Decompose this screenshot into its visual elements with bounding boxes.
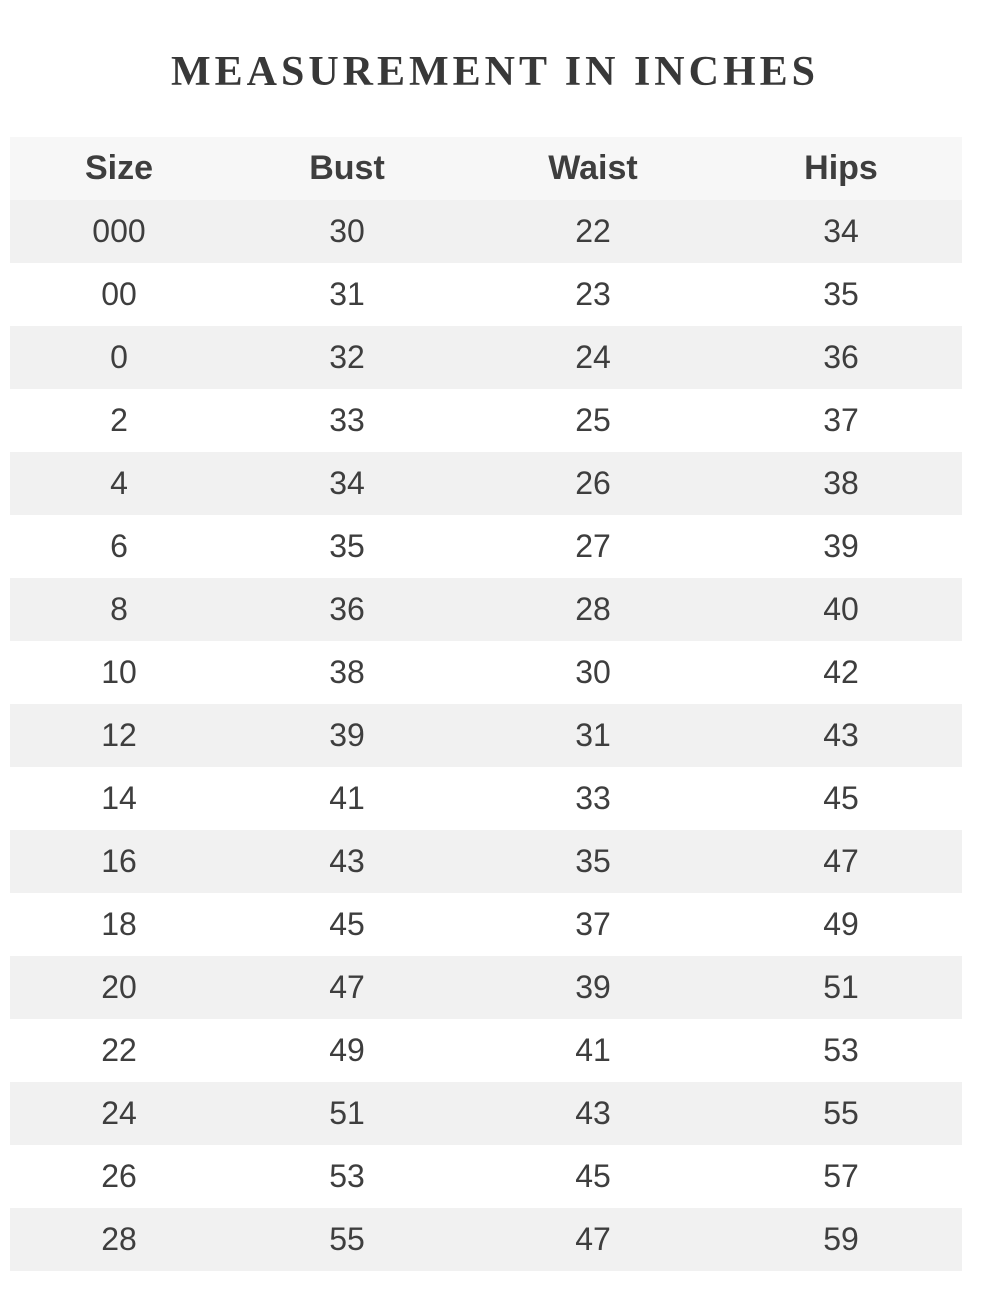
table-cell: 2 [10, 389, 228, 452]
table-cell: 57 [720, 1145, 962, 1208]
table-cell: 26 [466, 452, 720, 515]
table-row [10, 1208, 962, 1271]
table-cell: 4 [10, 452, 228, 515]
table-cell: 39 [466, 956, 720, 1019]
table-cell: 53 [228, 1145, 466, 1208]
table-cell: 22 [466, 200, 720, 263]
table-cell: 49 [720, 893, 962, 956]
table-cell: 39 [228, 704, 466, 767]
table-cell: 8 [10, 578, 228, 641]
table-row [10, 767, 962, 830]
table-cell: 36 [228, 578, 466, 641]
table-cell: 31 [466, 704, 720, 767]
table-cell: 26 [10, 1145, 228, 1208]
table-cell: 30 [466, 641, 720, 704]
table-cell: 27 [466, 515, 720, 578]
column-header-hips: Hips [720, 137, 962, 200]
table-row [10, 956, 962, 1019]
table-cell: 14 [10, 767, 228, 830]
table-cell: 45 [228, 893, 466, 956]
table-cell: 28 [466, 578, 720, 641]
table-cell: 6 [10, 515, 228, 578]
table-cell: 0 [10, 326, 228, 389]
table-row [10, 515, 962, 578]
table-cell: 12 [10, 704, 228, 767]
table-row [10, 641, 962, 704]
table-cell: 47 [720, 830, 962, 893]
column-header-size: Size [10, 137, 228, 200]
table-cell: 00 [10, 263, 228, 326]
table-row [10, 452, 962, 515]
table-cell: 28 [10, 1208, 228, 1271]
table-cell: 20 [10, 956, 228, 1019]
table-cell: 59 [720, 1208, 962, 1271]
column-header-waist: Waist [466, 137, 720, 200]
table-cell: 38 [720, 452, 962, 515]
table-cell: 41 [228, 767, 466, 830]
table-cell: 35 [466, 830, 720, 893]
table-cell: 34 [720, 200, 962, 263]
table-cell: 47 [228, 956, 466, 1019]
table-row [10, 326, 962, 389]
table-header-row [10, 137, 962, 200]
table-row [10, 830, 962, 893]
table-cell: 53 [720, 1019, 962, 1082]
table-cell: 51 [228, 1082, 466, 1145]
table-row [10, 1145, 962, 1208]
table-cell: 40 [720, 578, 962, 641]
table-cell: 51 [720, 956, 962, 1019]
table-cell: 35 [720, 263, 962, 326]
table-cell: 10 [10, 641, 228, 704]
table-cell: 37 [720, 389, 962, 452]
table-cell: 16 [10, 830, 228, 893]
table-cell: 55 [228, 1208, 466, 1271]
table-cell: 32 [228, 326, 466, 389]
table-cell: 47 [466, 1208, 720, 1271]
table-cell: 43 [720, 704, 962, 767]
table-cell: 49 [228, 1019, 466, 1082]
table-cell: 34 [228, 452, 466, 515]
table-cell: 45 [466, 1145, 720, 1208]
table-row [10, 578, 962, 641]
table-row [10, 893, 962, 956]
table-cell: 18 [10, 893, 228, 956]
column-header-bust: Bust [228, 137, 466, 200]
table-row [10, 1082, 962, 1145]
table-cell: 33 [228, 389, 466, 452]
table-cell: 25 [466, 389, 720, 452]
table-body [10, 200, 962, 1271]
table-cell: 23 [466, 263, 720, 326]
table-cell: 35 [228, 515, 466, 578]
table-cell: 30 [228, 200, 466, 263]
table-row [10, 200, 962, 263]
table-cell: 43 [466, 1082, 720, 1145]
table-cell: 45 [720, 767, 962, 830]
table-cell: 24 [466, 326, 720, 389]
table-cell: 42 [720, 641, 962, 704]
table-row [10, 704, 962, 767]
table-cell: 22 [10, 1019, 228, 1082]
table-cell: 000 [10, 200, 228, 263]
table-cell: 31 [228, 263, 466, 326]
table-row [10, 263, 962, 326]
table-cell: 37 [466, 893, 720, 956]
table-row [10, 389, 962, 452]
table-cell: 39 [720, 515, 962, 578]
table-cell: 43 [228, 830, 466, 893]
table-cell: 38 [228, 641, 466, 704]
table-row [10, 1019, 962, 1082]
table-cell: 41 [466, 1019, 720, 1082]
table-cell: 24 [10, 1082, 228, 1145]
size-chart-table [10, 137, 962, 1271]
table-cell: 55 [720, 1082, 962, 1145]
table-cell: 36 [720, 326, 962, 389]
page-title: MEASUREMENT IN INCHES [171, 49, 819, 95]
table-cell: 33 [466, 767, 720, 830]
